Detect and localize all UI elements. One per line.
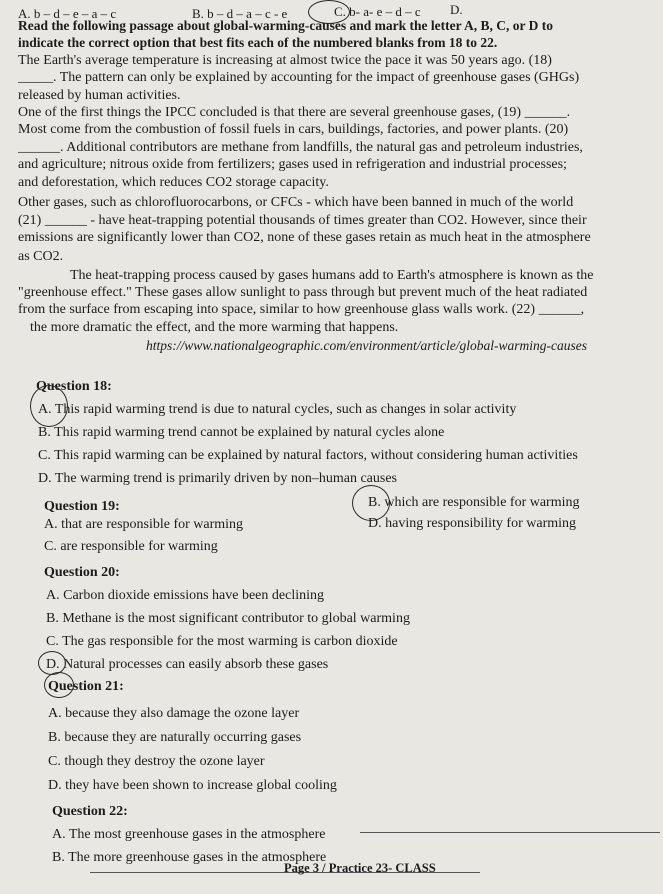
instruction-line-1: Read the following passage about global-warming-causes and mark the letter A, B, C, or D to — [18, 18, 553, 33]
question-22-option-b: B. The more greenhouse gases in the atmosphere — [52, 850, 327, 865]
question-21-option-a: A. because they also damage the ozone layer — [48, 706, 300, 721]
page-footer: Page 3 / Practice 23- CLASS — [284, 861, 436, 875]
passage-line: emissions are significantly lower than CO2, none of these gases retain as much heat in the atmosphere — [18, 230, 591, 245]
passage-line: from the surface from escaping into space, similar to how greenhouse glass walls work. (22) ______, — [18, 302, 585, 317]
instruction-line-2: indicate the correct option that best fits each of the numbered blanks from 18 to 22. — [18, 35, 498, 50]
question-21-option-c: C. though they destroy the ozone layer — [48, 754, 265, 769]
question-21-title: Question 21: — [48, 679, 124, 694]
passage-line: _____. The pattern can only be explained by accounting for the impact of greenhouse gases (GHGs) — [18, 70, 580, 85]
question-20-option-c: C. The gas responsible for the most warming is carbon dioxide — [46, 634, 398, 649]
top-option-d: D. — [450, 2, 463, 17]
passage-line: "greenhouse effect." These gases allow sunlight to pass through but prevent much of the heat radiated — [18, 285, 588, 300]
passage-line: ______. Additional contributors are methane from landfills, the natural gas and petroleum industries, — [18, 140, 583, 155]
passage-line: Most come from the combustion of fossil fuels in cars, buildings, factories, and power plants. (20) — [18, 122, 569, 137]
question-18-option-a: A. This rapid warming trend is due to natural cycles, such as changes in solar activity — [38, 402, 517, 417]
passage-line: and agriculture; nitrous oxide from fertilizers; gases used in refrigeration and industrial processes; — [18, 157, 567, 172]
passage-line: and deforestation, which reduces CO2 storage capacity. — [18, 175, 329, 190]
source-url: https://www.nationalgeographic.com/environment/article/global-warming-causes — [146, 338, 587, 353]
passage-line: the more dramatic the effect, and the more warming that happens. — [30, 320, 399, 335]
question-18-option-b: B. This rapid warming trend cannot be explained by natural cycles alone — [38, 425, 445, 440]
question-18-title: Question 18: — [36, 379, 112, 394]
question-18-option-c: C. This rapid warming can be explained by natural factors, without considering human activities — [38, 448, 578, 463]
question-19-title: Question 19: — [44, 499, 120, 514]
passage-line: Other gases, such as chlorofluorocarbons, or CFCs - which have been banned in much of the world — [18, 195, 574, 210]
question-20-title: Question 20: — [44, 565, 120, 580]
divider-line — [360, 832, 660, 833]
question-20-option-a: A. Carbon dioxide emissions have been declining — [46, 588, 324, 603]
question-19-option-a: A. that are responsible for warming — [44, 517, 244, 532]
question-20-option-d: D. Natural processes can easily absorb these gases — [46, 657, 329, 672]
question-20-option-b: B. Methane is the most significant contributor to global warming — [46, 611, 410, 626]
passage-line: One of the first things the IPCC concluded is that there are several greenhouse gases, (19) ______. — [18, 105, 571, 120]
question-22-option-a: A. The most greenhouse gases in the atmosphere — [52, 827, 326, 842]
passage-line: as CO2. — [18, 249, 64, 264]
passage-line: (21) ______ - have heat-trapping potential thousands of times greater than CO2. However, since their — [18, 213, 587, 228]
top-option-b: B. b – d – a – c - e — [192, 6, 288, 21]
passage-line: The heat-trapping process caused by gases humans add to Earth's atmosphere is known as the — [70, 268, 594, 283]
question-19-option-c: C. are responsible for warming — [44, 539, 218, 554]
passage-line: The Earth's average temperature is increasing at almost twice the pace it was 50 years ago. (18) — [18, 53, 552, 68]
passage-line: released by human activities. — [18, 88, 181, 103]
question-21-option-b: B. because they are naturally occurring gases — [48, 730, 302, 745]
top-option-c: C. b- a- e – d – c — [334, 4, 421, 19]
question-19-option-d: D. having responsibility for warming — [368, 516, 577, 531]
question-18-option-d: D. The warming trend is primarily driven by non–human causes — [38, 471, 397, 486]
top-option-a: A. b – d – e – a – c — [18, 6, 117, 21]
question-22-title: Question 22: — [52, 804, 128, 819]
question-21-option-d: D. they have been shown to increase global cooling — [48, 778, 337, 793]
question-19-option-b: B. which are responsible for warming — [368, 495, 580, 510]
